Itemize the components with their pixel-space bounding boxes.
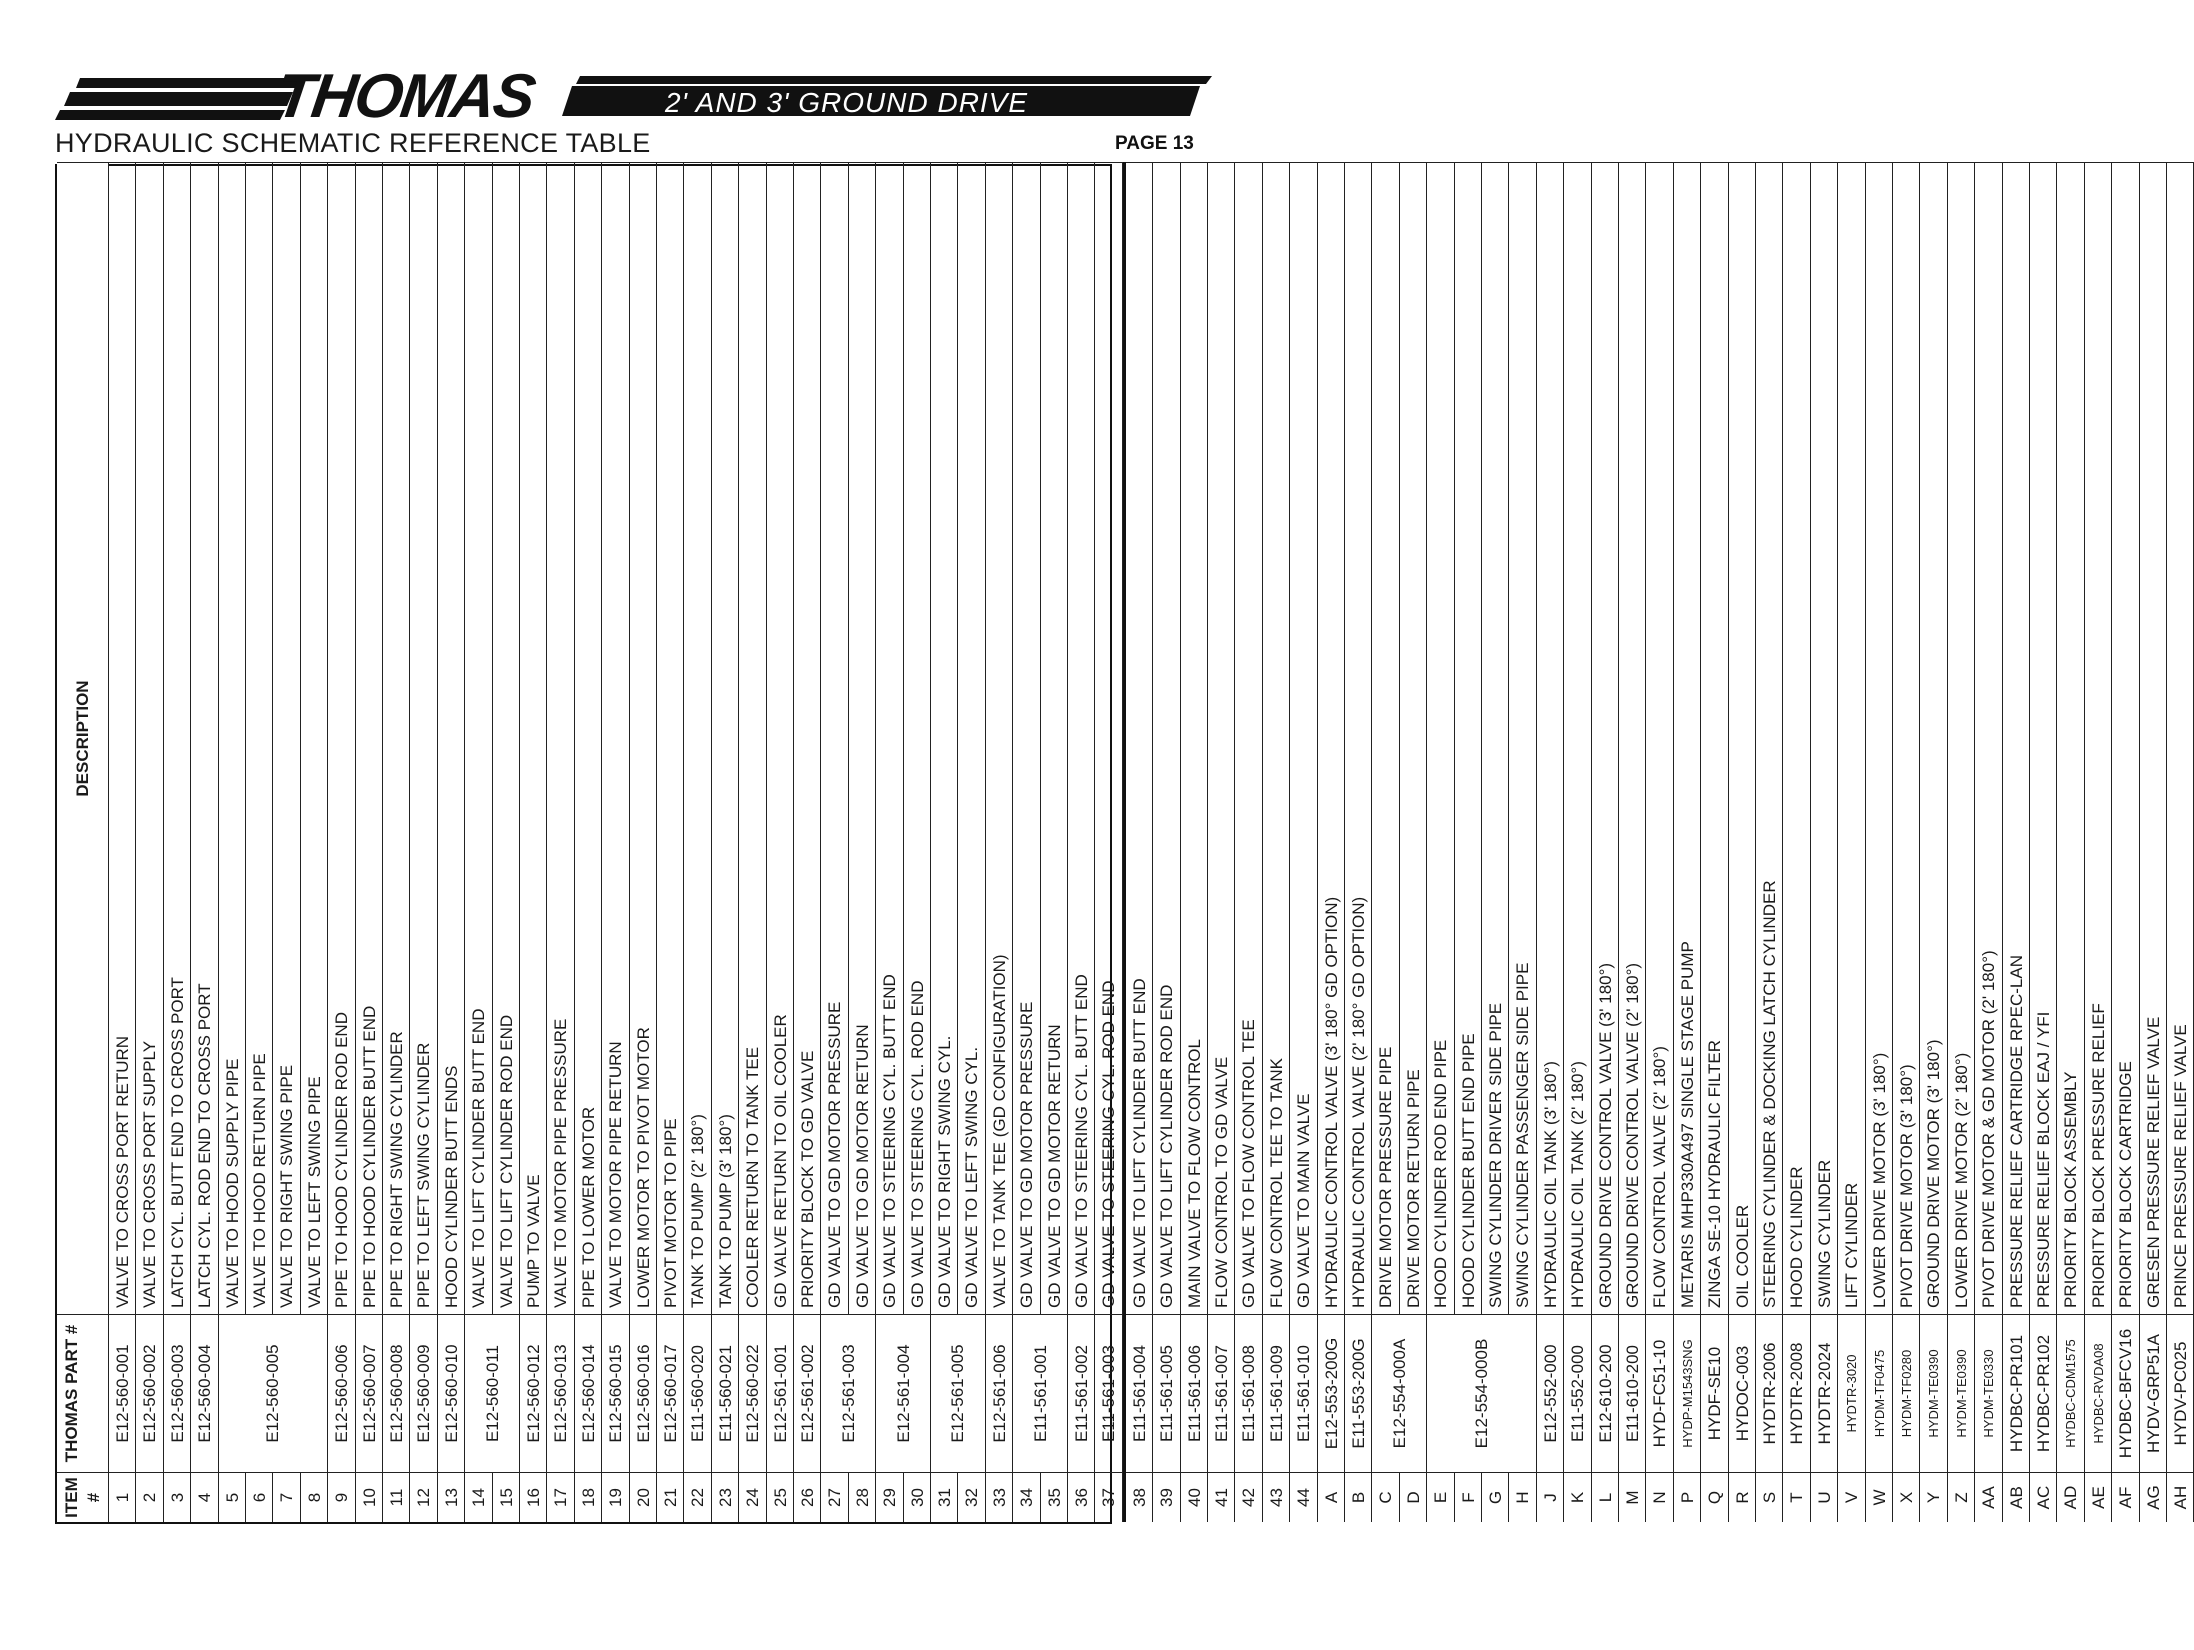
table-row-description: HYDRAULIC OIL TANK (3' 180°)	[1537, 162, 1564, 1314]
table-row-item: G	[1482, 1472, 1509, 1522]
table-row-part: E11-561-007	[1208, 1314, 1235, 1472]
table-row-item: 7	[273, 1472, 300, 1522]
table-row-part: E11-561-005	[1153, 1314, 1180, 1472]
table-row-item: AC	[2030, 1472, 2057, 1522]
table-row-item: 28	[849, 1472, 876, 1522]
table-row-item: X	[1893, 1472, 1920, 1522]
table-row-item: 10	[356, 1472, 383, 1522]
table-row-item: 41	[1208, 1472, 1235, 1522]
table-row-part: E12-561-006	[986, 1314, 1013, 1472]
table-row-part: E12-560-007	[356, 1314, 383, 1472]
table-row-description: GD VALVE TO FLOW CONTROL TEE	[1235, 162, 1262, 1314]
table-row-item: 20	[630, 1472, 657, 1522]
table-row-part: E11-561-009	[1263, 1314, 1290, 1472]
table-row-description: SWING CYLINDER DRIVER SIDE PIPE	[1482, 162, 1509, 1314]
table-row-item: 11	[383, 1472, 410, 1522]
table-row-description: GROUND DRIVE MOTOR (3' 180°)	[1920, 162, 1947, 1314]
table-row-description: GD VALVE TO GD MOTOR PRESSURE	[821, 162, 848, 1314]
table-row-part: E11-561-004	[1126, 1314, 1153, 1472]
table-row-item: Q	[1701, 1472, 1728, 1522]
table-row-description: PRIORITY BLOCK CARTRIDGE	[2112, 162, 2139, 1314]
table-row-part: E12-560-006	[328, 1314, 355, 1472]
table-span-part: E11-561-001	[1013, 1314, 1068, 1472]
table-row-part: E12-560-014	[575, 1314, 602, 1472]
table-row-item: D	[1400, 1472, 1427, 1522]
table-row-part: E12-560-008	[383, 1314, 410, 1472]
table-row-description: PRIORITY BLOCK TO GD VALVE	[794, 162, 821, 1314]
table-row-item: 13	[438, 1472, 465, 1522]
table-span-part: E12-560-005	[219, 1314, 329, 1472]
table-row-part: E12-610-200	[1592, 1314, 1619, 1472]
table-row-item: 9	[328, 1472, 355, 1522]
table-row-part: HYDTR-3020	[1838, 1314, 1865, 1472]
banner-stripe-left-top	[76, 78, 300, 88]
table-row-description: DRIVE MOTOR PRESSURE PIPE	[1372, 162, 1399, 1314]
table-row-part: E12-560-002	[136, 1314, 163, 1472]
table-row-description: SWING CYLINDER PASSENGER SIDE PIPE	[1509, 162, 1536, 1314]
table-row-item: K	[1564, 1472, 1591, 1522]
header-item: ITEM #	[57, 1472, 109, 1522]
table-row-part: E11-561-006	[1181, 1314, 1208, 1472]
table-row-part: E12-560-017	[657, 1314, 684, 1472]
header-part: THOMAS PART #	[57, 1314, 109, 1472]
table-row-description: GD VALVE TO STEERING CYL. BUTT END	[876, 162, 903, 1314]
table-row-part: HYDBC-RVDA08	[2085, 1314, 2112, 1472]
table-span-part: E12-554-000B	[1427, 1314, 1537, 1472]
table-row-item: 24	[739, 1472, 766, 1522]
table-row-part: HYD-FC51-10	[1646, 1314, 1673, 1472]
table-row-part: E12-553-200G	[1318, 1314, 1345, 1472]
table-row-description: LOWER DRIVE MOTOR (2' 180°)	[1948, 162, 1975, 1314]
table-row-item: N	[1646, 1472, 1673, 1522]
table-row-description: HOOD CYLINDER BUTT ENDS	[438, 162, 465, 1314]
table-row-part: HYDM-TE0390	[1948, 1314, 1975, 1472]
table-row-part: E11-561-008	[1235, 1314, 1262, 1472]
table-row-item: A	[1318, 1472, 1345, 1522]
table-row-item: J	[1537, 1472, 1564, 1522]
table-row-item: 2	[136, 1472, 163, 1522]
table-row-description: VALVE TO LIFT CYLINDER BUTT END	[465, 162, 492, 1314]
table-row-item: 44	[1290, 1472, 1317, 1522]
table-row-description: HYDRAULIC CONTROL VALVE (3' 180° GD OPTION)	[1318, 162, 1345, 1314]
table-row-part: E12-560-010	[438, 1314, 465, 1472]
table-row-description: GROUND DRIVE CONTROL VALVE (2' 180°)	[1619, 162, 1646, 1314]
table-row-description: VALVE TO TANK TEE (GD CONFIGURATION)	[986, 162, 1013, 1314]
table-row-description: METARIS MHP330A497 SINGLE STAGE PUMP	[1674, 162, 1701, 1314]
table-row-description: HYDRAULIC OIL TANK (2' 180°)	[1564, 162, 1591, 1314]
table-row-item: 38	[1126, 1472, 1153, 1522]
table-row-item: R	[1729, 1472, 1756, 1522]
table-row-description: PIPE TO LEFT SWING CYLINDER	[410, 162, 437, 1314]
table-row-item: 23	[712, 1472, 739, 1522]
table-row-item: 34	[1013, 1472, 1040, 1522]
table-row-item: F	[1455, 1472, 1482, 1522]
table-row-item: AG	[2140, 1472, 2167, 1522]
table-row-part: HYDTR-2008	[1783, 1314, 1810, 1472]
table-row-part: E11-561-003	[1095, 1314, 1122, 1472]
table-row-item: 6	[246, 1472, 273, 1522]
table-row-description: FLOW CONTROL TO GD VALVE	[1208, 162, 1235, 1314]
table-row-item: 4	[191, 1472, 218, 1522]
table-row-part: HYDTR-2024	[1811, 1314, 1838, 1472]
banner-stripe-right-top	[576, 76, 1212, 84]
table-row-description: VALVE TO RIGHT SWING PIPE	[273, 162, 300, 1314]
table-grid	[55, 164, 2190, 1524]
page-number: PAGE 13	[1115, 133, 1194, 154]
table-row-description: GD VALVE TO STEERING CYL. ROD END	[904, 162, 931, 1314]
table-row-item: W	[1866, 1472, 1893, 1522]
table-row-description: VALVE TO LIFT CYLINDER ROD END	[493, 162, 520, 1314]
table-row-item: 40	[1181, 1472, 1208, 1522]
table-row-item: AH	[2167, 1472, 2194, 1522]
table-span-part: E12-560-011	[465, 1314, 520, 1472]
table-row-part: E12-560-015	[602, 1314, 629, 1472]
table-row-part: E11-610-200	[1619, 1314, 1646, 1472]
table-row-description: GD VALVE RETURN TO OIL COOLER	[767, 162, 794, 1314]
table-row-part: E11-561-002	[1068, 1314, 1095, 1472]
table-row-item: 39	[1153, 1472, 1180, 1522]
table-row-item: H	[1509, 1472, 1536, 1522]
table-row-part: E12-552-000	[1537, 1314, 1564, 1472]
table-row-part: E11-561-010	[1290, 1314, 1317, 1472]
table-row-part: E11-560-020	[684, 1314, 711, 1472]
table-row-description: GD VALVE TO LIFT CYLINDER BUTT END	[1126, 162, 1153, 1314]
table-row-part: E12-560-001	[109, 1314, 136, 1472]
table-row-item: E	[1427, 1472, 1454, 1522]
table-row-description: GD VALVE TO STEERING CYL. BUTT END	[1068, 162, 1095, 1314]
table-span-part: E12-561-003	[821, 1314, 876, 1472]
table-row-description: PIPE TO LOWER MOTOR	[575, 162, 602, 1314]
table-row-part: E12-561-001	[767, 1314, 794, 1472]
table-row-item: L	[1592, 1472, 1619, 1522]
table-row-item: 36	[1068, 1472, 1095, 1522]
table-row-description: LATCH CYL. ROD END TO CROSS PORT	[191, 162, 218, 1314]
banner-stripe-left-low	[55, 110, 285, 120]
table-row-item: 1	[109, 1472, 136, 1522]
table-row-description: PIPE TO HOOD CYLINDER BUTT END	[356, 162, 383, 1314]
table-row-part: E12-560-009	[410, 1314, 437, 1472]
table-row-item: M	[1619, 1472, 1646, 1522]
table-row-description: PRINCE PRESSURE RELIEF VALVE	[2167, 162, 2194, 1314]
table-row-description: STEERING CYLINDER & DOCKING LATCH CYLINDER	[1756, 162, 1783, 1314]
table-row-part: HYDM-TE0390	[1920, 1314, 1947, 1472]
table-row-description: FLOW CONTROL VALVE (2' 180°)	[1646, 162, 1673, 1314]
table-row-item: AD	[2057, 1472, 2084, 1522]
table-span-part: E12-561-004	[876, 1314, 931, 1472]
table-row-part: E11-560-021	[712, 1314, 739, 1472]
table-row-part: HYDBC-CDM1575	[2057, 1314, 2084, 1472]
table-row-description: PIVOT DRIVE MOTOR (3' 180°)	[1893, 162, 1920, 1314]
table-row-description: VALVE TO LEFT SWING PIPE	[301, 162, 328, 1314]
table-row-description: PRIORITY BLOCK ASSEMBLY	[2057, 162, 2084, 1314]
table-row-item: AB	[2003, 1472, 2030, 1522]
table-row-item: 15	[493, 1472, 520, 1522]
reference-table	[55, 164, 2190, 1524]
table-row-item: 33	[986, 1472, 1013, 1522]
table-row-description: GD VALVE TO GD MOTOR RETURN	[1041, 162, 1068, 1314]
table-row-part: E12-560-012	[520, 1314, 547, 1472]
table-row-part: HYDV-PC025	[2167, 1314, 2194, 1472]
table-row-description: PRESSURE RELIEF BLOCK EAJ / YFI	[2030, 162, 2057, 1314]
table-row-item: 27	[821, 1472, 848, 1522]
table-row-part: HYDF-SE10	[1701, 1314, 1728, 1472]
table-row-item: 16	[520, 1472, 547, 1522]
page-title: HYDRAULIC SCHEMATIC REFERENCE TABLE	[55, 128, 651, 158]
table-row-description: MAIN VALVE TO FLOW CONTROL	[1181, 162, 1208, 1314]
table-row-item: 22	[684, 1472, 711, 1522]
table-row-description: PIPE TO RIGHT SWING CYLINDER	[383, 162, 410, 1314]
table-row-description: GD VALVE TO STEERING CYL. ROD END	[1095, 162, 1122, 1314]
table-row-part: HYDM-TE0330	[1975, 1314, 2002, 1472]
table-row-description: LATCH CYL. BUTT END TO CROSS PORT	[164, 162, 191, 1314]
table-row-item: 31	[931, 1472, 958, 1522]
table-row-item: 8	[301, 1472, 328, 1522]
table-row-item: 19	[602, 1472, 629, 1522]
table-row-item: S	[1756, 1472, 1783, 1522]
table-row-description: VALVE TO CROSS PORT SUPPLY	[136, 162, 163, 1314]
table-row-item: 43	[1263, 1472, 1290, 1522]
table-row-description: GD VALVE TO MAIN VALVE	[1290, 162, 1317, 1314]
table-row-item: 17	[547, 1472, 574, 1522]
table-row-item: AE	[2085, 1472, 2112, 1522]
table-row-item: C	[1372, 1472, 1399, 1522]
table-row-description: TANK TO PUMP (3' 180°)	[712, 162, 739, 1314]
table-row-item: 37	[1095, 1472, 1122, 1522]
table-row-part: HYDBC-PR101	[2003, 1314, 2030, 1472]
table-row-description: GD VALVE TO GD MOTOR RETURN	[849, 162, 876, 1314]
table-row-part: E11-552-000	[1564, 1314, 1591, 1472]
table-row-item: U	[1811, 1472, 1838, 1522]
table-row-description: ZINGA SE-10 HYDRAULIC FILTER	[1701, 162, 1728, 1314]
table-row-part: E12-560-022	[739, 1314, 766, 1472]
table-row-description: VALVE TO MOTOR PIPE PRESSURE	[547, 162, 574, 1314]
table-row-item: 3	[164, 1472, 191, 1522]
table-row-part: HYDBC-BFCV16	[2112, 1314, 2139, 1472]
table-row-description: PIVOT DRIVE MOTOR & GD MOTOR (2' 180°)	[1975, 162, 2002, 1314]
table-row-part: HYDOC-003	[1729, 1314, 1756, 1472]
table-row-description: COOLER RETURN TO TANK TEE	[739, 162, 766, 1314]
table-row-part: E11-553-200G	[1345, 1314, 1372, 1472]
table-row-part: HYDP-M1543SNG	[1674, 1314, 1701, 1472]
table-row-item: 5	[219, 1472, 246, 1522]
table-row-description: FLOW CONTROL TEE TO TANK	[1263, 162, 1290, 1314]
table-row-item: 14	[465, 1472, 492, 1522]
table-row-part: HYDV-GRP51A	[2140, 1314, 2167, 1472]
table-row-item: Z	[1948, 1472, 1975, 1522]
table-row-description: PUMP TO VALVE	[520, 162, 547, 1314]
table-row-part: E12-560-003	[164, 1314, 191, 1472]
table-row-part: HYDTR-2006	[1756, 1314, 1783, 1472]
table-row-part: HYDM-TF0475	[1866, 1314, 1893, 1472]
table-row-description: VALVE TO HOOD RETURN PIPE	[246, 162, 273, 1314]
table-row-part: E12-561-002	[794, 1314, 821, 1472]
table-row-description: OIL COOLER	[1729, 162, 1756, 1314]
table-row-description: PIPE TO HOOD CYLINDER ROD END	[328, 162, 355, 1314]
table-row-item: 26	[794, 1472, 821, 1522]
table-row-description: PIVOT MOTOR TO PIPE	[657, 162, 684, 1314]
banner-subtitle: 2' AND 3' GROUND DRIVE	[665, 87, 1029, 118]
table-row-description: GD VALVE TO LEFT SWING CYL.	[958, 162, 985, 1314]
table-row-description: LIFT CYLINDER	[1838, 162, 1865, 1314]
table-row-description: PRESSURE RELIEF CARTRIDGE RPEC-LAN	[2003, 162, 2030, 1314]
table-row-part: E12-560-016	[630, 1314, 657, 1472]
table-row-item: 21	[657, 1472, 684, 1522]
table-row-item: 30	[904, 1472, 931, 1522]
table-row-item: B	[1345, 1472, 1372, 1522]
table-row-description: GD VALVE TO LIFT CYLINDER ROD END	[1153, 162, 1180, 1314]
table-row-part: E12-560-004	[191, 1314, 218, 1472]
table-row-item: AF	[2112, 1472, 2139, 1522]
table-span-part: E12-561-005	[931, 1314, 986, 1472]
table-row-description: HYDRAULIC CONTROL VALVE (2' 180° GD OPTION)	[1345, 162, 1372, 1314]
table-row-description: DRIVE MOTOR RETURN PIPE	[1400, 162, 1427, 1314]
table-row-item: Y	[1920, 1472, 1947, 1522]
table-row-description: TANK TO PUMP (2' 180°)	[684, 162, 711, 1314]
table-row-item: AA	[1975, 1472, 2002, 1522]
table-row-part: HYDBC-PR102	[2030, 1314, 2057, 1472]
table-row-item: 35	[1041, 1472, 1068, 1522]
table-span-part: E12-554-000A	[1372, 1314, 1427, 1472]
table-row-description: LOWER MOTOR TO PIVOT MOTOR	[630, 162, 657, 1314]
table-row-description: HOOD CYLINDER BUTT END PIPE	[1455, 162, 1482, 1314]
table-row-description: GD VALVE TO RIGHT SWING CYL.	[931, 162, 958, 1314]
banner-stripe-left-mid	[64, 92, 293, 106]
table-row-description: GD VALVE TO GD MOTOR PRESSURE	[1013, 162, 1040, 1314]
table-row-item: 12	[410, 1472, 437, 1522]
table-row-item: V	[1838, 1472, 1865, 1522]
table-row-description: VALVE TO CROSS PORT RETURN	[109, 162, 136, 1314]
table-row-description: GRESEN PRESSURE RELIEF VALVE	[2140, 162, 2167, 1314]
table-row-item: P	[1674, 1472, 1701, 1522]
table-row-item: 25	[767, 1472, 794, 1522]
table-row-item: 32	[958, 1472, 985, 1522]
table-row-description: GROUND DRIVE CONTROL VALVE (3' 180°)	[1592, 162, 1619, 1314]
table-row-description: VALVE TO HOOD SUPPLY PIPE	[219, 162, 246, 1314]
brand-logo: THOMAS	[271, 62, 538, 131]
table-row-description: SWING CYLINDER	[1811, 162, 1838, 1314]
table-row-description: LOWER DRIVE MOTOR (3' 180°)	[1866, 162, 1893, 1314]
table-row-item: 42	[1235, 1472, 1262, 1522]
table-row-description: HOOD CYLINDER	[1783, 162, 1810, 1314]
table-row-description: HOOD CYLINDER ROD END PIPE	[1427, 162, 1454, 1314]
table-row-part: HYDM-TF0280	[1893, 1314, 1920, 1472]
table-row-part: E12-560-013	[547, 1314, 574, 1472]
table-row-description: VALVE TO MOTOR PIPE RETURN	[602, 162, 629, 1314]
table-row-item: T	[1783, 1472, 1810, 1522]
header-description: DESCRIPTION	[57, 162, 109, 1314]
table-row-item: 29	[876, 1472, 903, 1522]
table-row-description: PRIORITY BLOCK PRESSURE RELIEF	[2085, 162, 2112, 1314]
table-row-item: 18	[575, 1472, 602, 1522]
